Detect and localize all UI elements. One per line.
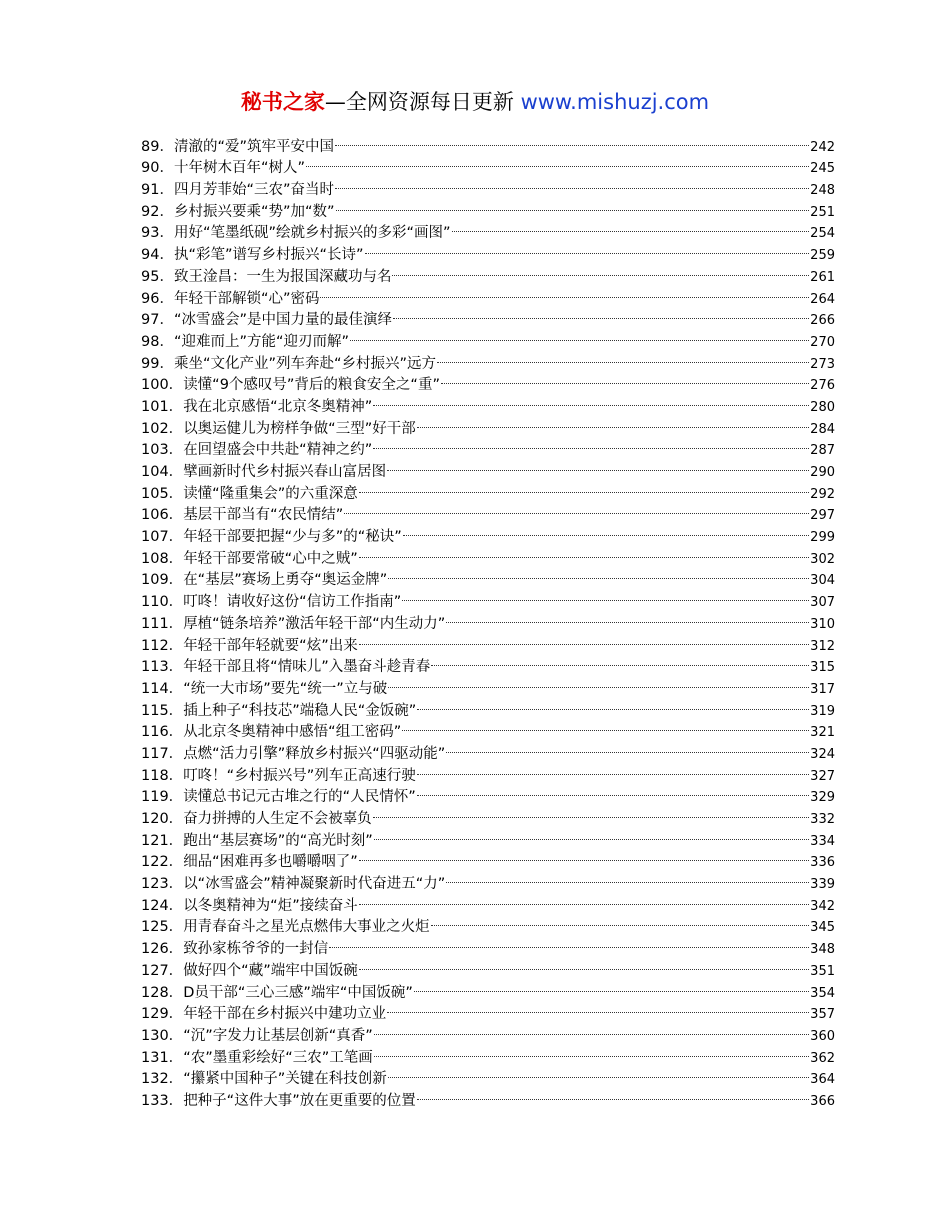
toc-entry-number: 114． bbox=[141, 680, 184, 697]
toc-entry-page-number: 242 bbox=[810, 139, 835, 155]
toc-entry-page-number: 304 bbox=[810, 573, 835, 589]
toc-entry-number: 101． bbox=[141, 398, 184, 415]
header-tagline: —全网资源每日更新 bbox=[324, 90, 521, 114]
toc-dot-leader bbox=[417, 758, 809, 780]
toc-entry-number: 92． bbox=[141, 203, 174, 220]
toc-entry-page-number: 357 bbox=[810, 1007, 835, 1023]
toc-entry-page-number: 292 bbox=[810, 486, 835, 502]
toc-dot-leader bbox=[329, 931, 809, 953]
toc-dot-leader bbox=[373, 389, 809, 411]
toc-entry-page-number: 339 bbox=[810, 877, 835, 893]
toc-entry-number: 110． bbox=[141, 594, 184, 611]
toc-entry-page-number: 270 bbox=[810, 334, 835, 350]
toc-entry-title: “冰雪盛会”是中国力量的最佳演绎 bbox=[173, 312, 392, 329]
toc-dot-leader bbox=[350, 324, 809, 346]
toc-dot-leader bbox=[387, 454, 809, 476]
toc-entry-page-number: 273 bbox=[810, 356, 835, 372]
toc-dot-leader bbox=[403, 519, 809, 541]
website-link[interactable]: www.mishuzj.com bbox=[520, 90, 710, 114]
toc-entry-page-number: 327 bbox=[810, 768, 835, 784]
toc-entry-title: 乡村振兴要乘“势”加“数” bbox=[173, 203, 335, 220]
toc-dot-leader bbox=[336, 194, 810, 216]
toc-dot-leader bbox=[402, 584, 809, 606]
toc-entry-page-number: 299 bbox=[810, 530, 835, 546]
toc-entry-title: 奋力拼搏的人生定不会被辜负 bbox=[183, 811, 372, 827]
toc-entry-title: 擘画新时代乡村振兴春山富居图 bbox=[183, 464, 387, 480]
toc-dot-leader bbox=[417, 1083, 809, 1105]
toc-entry-number: 106． bbox=[141, 507, 184, 524]
toc-dot-leader bbox=[320, 281, 809, 303]
toc-entry-page-number: 259 bbox=[810, 248, 835, 264]
toc-entry-page-number: 332 bbox=[810, 812, 835, 827]
toc-entry-page-number: 329 bbox=[810, 790, 835, 806]
toc-entry-number: 97． bbox=[141, 312, 174, 329]
brand-name: 秘书之家 bbox=[240, 90, 325, 114]
toc-entry-title: 致孙家栋爷爷的一封信 bbox=[183, 941, 329, 958]
toc-entry-page-number: 290 bbox=[810, 465, 835, 480]
toc-dot-leader bbox=[373, 801, 809, 823]
page-header bbox=[0, 88, 950, 116]
toc-dot-leader bbox=[359, 845, 809, 867]
toc-entry-number: 118． bbox=[141, 767, 184, 784]
toc-entry-page-number: 362 bbox=[810, 1050, 835, 1066]
toc-dot-leader bbox=[388, 563, 809, 585]
toc-entry-page-number: 348 bbox=[810, 942, 835, 958]
toc-dot-leader bbox=[359, 953, 809, 975]
toc-entry-page-number: 307 bbox=[810, 595, 835, 611]
toc-entry-number: 98． bbox=[141, 333, 174, 350]
toc-entry-title: 年轻干部要常破“心中之贼” bbox=[183, 550, 358, 567]
toc-dot-leader bbox=[452, 216, 810, 238]
toc-entry-title: 致王淦昌：一生为报国深藏功与名 bbox=[173, 268, 392, 285]
toc-entry-title: 细品“困难再多也嚼嚼咽了” bbox=[183, 854, 358, 871]
toc-entry-title: 年轻干部年轻就要“炫”出来 bbox=[183, 637, 358, 654]
toc-entry-page-number: 324 bbox=[810, 746, 835, 762]
table-of-contents bbox=[141, 129, 835, 1109]
toc-entry-number: 103． bbox=[141, 442, 184, 459]
toc-entry-title: 年轻干部要把握“少与多”的“秘诀” bbox=[183, 529, 402, 546]
toc-entry-number: 116． bbox=[141, 724, 184, 741]
toc-entry-title: 叮咚！请收好这份“信访工作指南” bbox=[183, 594, 402, 611]
toc-dot-leader bbox=[431, 650, 809, 672]
toc-entry-title: “统一大市场”要先“统一”立与破 bbox=[183, 680, 388, 697]
toc-entry-number: 129． bbox=[141, 1006, 184, 1023]
toc-entry-title: 用青春奋斗之星光点燃伟大事业之火炬 bbox=[183, 919, 430, 936]
toc-entry-title: 把种子“这件大事”放在更重要的位置 bbox=[183, 1092, 416, 1109]
toc-entry-number: 99． bbox=[141, 355, 174, 372]
toc-dot-leader bbox=[335, 129, 809, 151]
toc-entry-page-number: 321 bbox=[810, 725, 835, 741]
toc-entry-number: 105． bbox=[141, 485, 184, 502]
toc-dot-leader bbox=[373, 433, 809, 455]
toc-entry-page-number: 310 bbox=[810, 616, 835, 632]
toc-entry-number: 108． bbox=[141, 550, 184, 567]
toc-dot-leader bbox=[446, 866, 809, 888]
toc-entry-number: 132． bbox=[141, 1071, 184, 1088]
toc-entry-page-number: 342 bbox=[810, 898, 835, 914]
toc-entry-number: 127． bbox=[141, 962, 184, 979]
toc-entry-number: 102． bbox=[141, 420, 184, 437]
toc-entry-number: 107． bbox=[141, 529, 184, 546]
toc-entry-title: 读懂总书记元古堆之行的“人民情怀” bbox=[183, 789, 416, 806]
toc-entry-title: 厚植“链条培养”激活年轻干部“内生动力” bbox=[183, 615, 446, 632]
toc-dot-leader bbox=[446, 736, 809, 758]
toc-entry-number: 122． bbox=[141, 854, 184, 871]
toc-dot-leader bbox=[374, 823, 809, 845]
toc-dot-leader bbox=[359, 476, 809, 498]
toc-entry-number: 109． bbox=[141, 572, 184, 589]
toc-dot-leader bbox=[359, 888, 809, 910]
toc-entry-number: 93． bbox=[141, 225, 174, 242]
toc-entry-number: 111． bbox=[141, 615, 184, 632]
toc-entry-page-number: 360 bbox=[810, 1028, 835, 1044]
toc-entry-title: 执“彩笔”谱写乡村振兴“长诗” bbox=[173, 247, 364, 264]
toc-entry-title: 年轻干部在乡村振兴中建功立业 bbox=[183, 1006, 387, 1023]
toc-entry-title: 做好四个“藏”端牢中国饭碗 bbox=[183, 962, 358, 979]
toc-dot-leader bbox=[392, 259, 809, 281]
toc-entry-title: 四月芳菲始“三农”奋当时 bbox=[173, 182, 334, 199]
toc-entry-number: 115． bbox=[141, 702, 184, 719]
toc-entry-page-number: 345 bbox=[810, 920, 835, 936]
toc-entry-number: 90． bbox=[141, 160, 174, 177]
toc-entry-page-number: 261 bbox=[810, 269, 835, 285]
toc-entry-title: 读懂“隆重集会”的六重深意 bbox=[183, 485, 358, 502]
toc-entry-page-number: 312 bbox=[810, 638, 835, 654]
toc-dot-leader bbox=[359, 628, 809, 650]
toc-entry-number: 117． bbox=[141, 745, 184, 762]
toc-entry-title: “迎难而上”方能“迎刃而解” bbox=[173, 333, 350, 350]
toc-entry-number: 131． bbox=[141, 1049, 184, 1066]
toc-entry-page-number: 297 bbox=[810, 508, 835, 524]
toc-entry-title: “攥紧中国种子”关键在科技创新 bbox=[183, 1071, 387, 1088]
toc-entry-page-number: 302 bbox=[810, 551, 835, 567]
toc-entry-page-number: 366 bbox=[810, 1093, 835, 1109]
toc-entry-title: 从北京冬奥精神中感悟“组工密码” bbox=[183, 724, 402, 741]
toc-entry-page-number: 266 bbox=[810, 313, 835, 329]
toc-entry-number: 119． bbox=[141, 789, 184, 806]
toc-entry-title: 在“基层”赛场上勇夺“奥运金牌” bbox=[183, 572, 388, 589]
toc-entry-number: 91． bbox=[141, 182, 174, 199]
toc-entry-page-number: 254 bbox=[810, 226, 835, 242]
toc-entry-page-number: 264 bbox=[810, 291, 835, 307]
toc-entry-number: 123． bbox=[141, 876, 184, 893]
toc-entry-title: “农”墨重彩绘好“三农”工笔画 bbox=[183, 1049, 373, 1066]
toc-dot-leader bbox=[417, 411, 809, 433]
toc-entry-number: 100． bbox=[141, 377, 184, 394]
toc-entry-title: 以“冰雪盛会”精神凝聚新时代奋进五“力” bbox=[183, 876, 446, 893]
toc-dot-leader bbox=[441, 368, 809, 390]
toc-entry-number: 96． bbox=[141, 290, 174, 307]
toc-entry-title: 跑出“基层赛场”的“高光时刻” bbox=[183, 832, 373, 849]
toc-dot-leader bbox=[365, 237, 810, 259]
toc-dot-leader bbox=[446, 606, 809, 628]
toc-entry-page-number: 315 bbox=[810, 660, 835, 676]
toc-entry-page-number: 284 bbox=[810, 421, 835, 437]
toc-entry-page-number: 354 bbox=[810, 985, 835, 1001]
toc-entry-title: 读懂“9个感叹号”背后的粮食安全之“重” bbox=[183, 377, 440, 394]
toc-entry-page-number: 317 bbox=[810, 681, 835, 697]
toc-entry-title: 以冬奥精神为“炬”接续奋斗 bbox=[183, 897, 358, 914]
toc-dot-leader bbox=[431, 910, 809, 932]
toc-entry-title: 我在北京感悟“北京冬奥精神” bbox=[183, 398, 373, 415]
toc-entry-page-number: 336 bbox=[810, 855, 835, 871]
toc-entry-page-number: 287 bbox=[810, 443, 835, 459]
toc-entry-number: 104． bbox=[141, 464, 184, 480]
toc-entry-number: 94． bbox=[141, 247, 174, 264]
toc-dot-leader bbox=[388, 671, 809, 693]
toc-entry-page-number: 364 bbox=[810, 1072, 835, 1088]
toc-entry-page-number: 319 bbox=[810, 703, 835, 719]
toc-entry[interactable] bbox=[141, 129, 835, 155]
toc-entry-number: 112． bbox=[141, 637, 184, 654]
toc-dot-leader bbox=[417, 693, 809, 715]
toc-entry-page-number: 351 bbox=[810, 963, 835, 979]
toc-dot-leader bbox=[437, 346, 809, 368]
toc-dot-leader bbox=[402, 715, 809, 737]
toc-entry-number: 95． bbox=[141, 268, 174, 285]
toc-entry-page-number: 280 bbox=[810, 399, 835, 415]
toc-dot-leader bbox=[414, 975, 809, 997]
toc-entry-number: 124． bbox=[141, 897, 184, 914]
toc-entry-page-number: 334 bbox=[810, 833, 835, 849]
toc-entry-title: 乘坐“文化产业”列车奔赴“乡村振兴”远方 bbox=[173, 355, 436, 372]
toc-dot-leader bbox=[335, 172, 809, 194]
toc-entry-title: 插上种子“科技芯”端稳人民“金饭碗” bbox=[183, 702, 417, 719]
toc-entry-title: 清澈的“爱”筑牢平安中国 bbox=[173, 138, 334, 155]
toc-entry-title: D员干部“三心三感”端牢“中国饭碗” bbox=[183, 984, 413, 1001]
toc-entry-number: 120． bbox=[141, 811, 184, 827]
toc-dot-leader bbox=[374, 1018, 809, 1040]
toc-dot-leader bbox=[417, 780, 809, 802]
toc-entry-title: 在回望盛会中共赴“精神之约” bbox=[183, 442, 373, 459]
toc-entry-page-number: 276 bbox=[810, 378, 835, 394]
toc-entry-title: 年轻干部解锁“心”密码 bbox=[173, 290, 320, 307]
toc-entry-number: 126． bbox=[141, 941, 184, 958]
toc-entry-title: 点燃“活力引擎”释放乡村振兴“四驱动能” bbox=[183, 745, 446, 762]
toc-entry-number: 121． bbox=[141, 832, 184, 849]
toc-dot-leader bbox=[388, 1062, 809, 1084]
toc-entry-page-number: 245 bbox=[810, 161, 835, 177]
toc-entry-number: 125． bbox=[141, 919, 184, 936]
toc-entry-title: “沉”字发力让基层创新“真香” bbox=[183, 1027, 373, 1044]
toc-entry-number: 128． bbox=[141, 984, 184, 1001]
toc-entry-title: 用好“笔墨纸砚”绘就乡村振兴的多彩“画图” bbox=[173, 225, 451, 242]
toc-dot-leader bbox=[387, 997, 809, 1019]
toc-entry-number: 133． bbox=[141, 1092, 184, 1109]
toc-dot-leader bbox=[393, 303, 809, 325]
toc-entry-number: 113． bbox=[141, 659, 184, 676]
toc-entry-number: 130． bbox=[141, 1027, 184, 1044]
toc-entry-title: 叮咚！“乡村振兴号”列车正高速行驶 bbox=[183, 767, 416, 784]
toc-entry-title: 十年树木百年“树人” bbox=[173, 160, 305, 177]
toc-entry-title: 以奥运健儿为榜样争做“三型”好干部 bbox=[183, 420, 416, 437]
toc-entry-title: 年轻干部且将“情味儿”入墨奋斗趁青春 bbox=[183, 659, 431, 676]
toc-entry-page-number: 248 bbox=[810, 183, 835, 199]
toc-entry-number: 89． bbox=[141, 138, 174, 155]
toc-dot-leader bbox=[359, 541, 809, 563]
toc-entry-page-number: 251 bbox=[810, 204, 835, 220]
toc-dot-leader bbox=[306, 151, 809, 173]
toc-dot-leader bbox=[374, 1040, 809, 1062]
toc-entry-title: 基层干部当有“农民情结” bbox=[183, 507, 344, 524]
toc-dot-leader bbox=[344, 498, 809, 520]
